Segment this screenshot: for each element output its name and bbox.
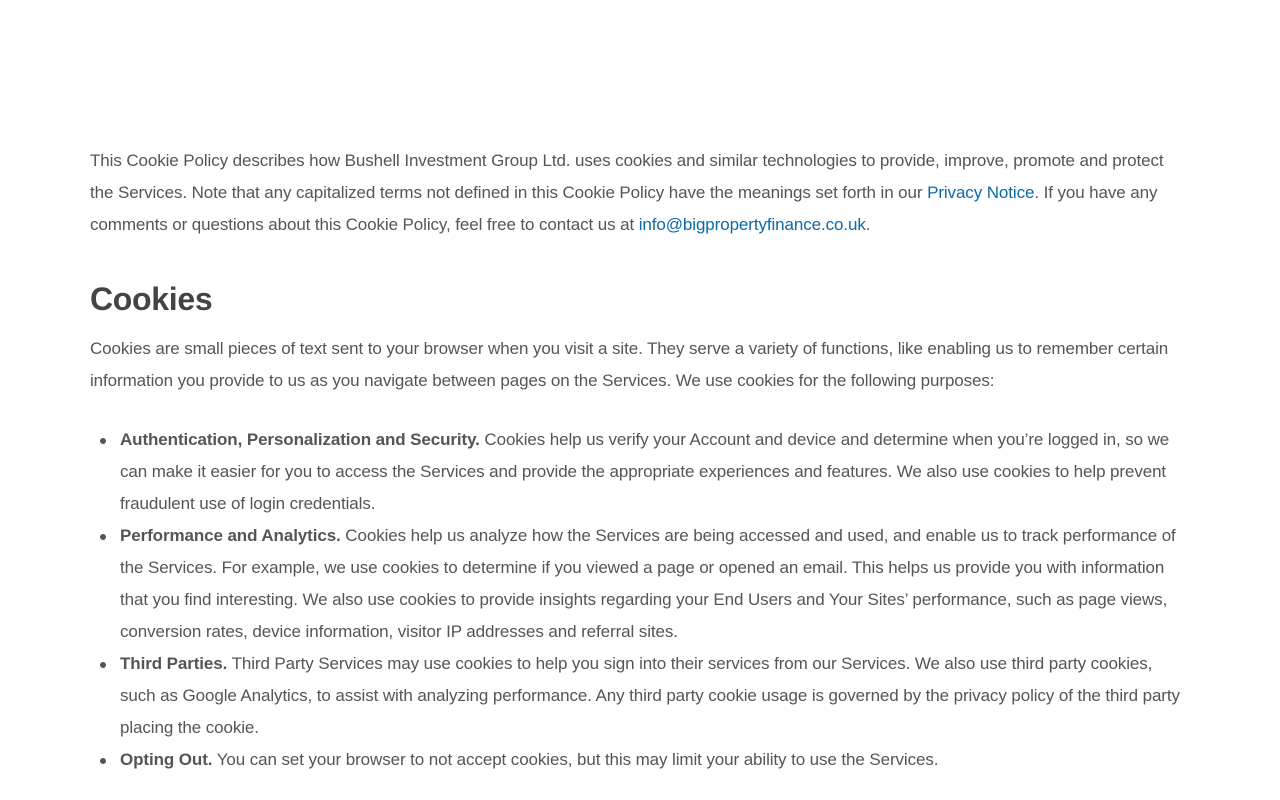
list-item: [120, 744, 1190, 776]
bullet-icon: [100, 662, 106, 668]
cookie-purposes-list: [90, 424, 1190, 776]
purpose-title: Performance and Analytics.: [120, 526, 341, 545]
contact-email-link[interactable]: info@bigpropertyfinance.co.uk: [638, 215, 866, 234]
list-item: [120, 648, 1190, 744]
intro-text-1: This Cookie Policy describes how Bushell Investment Group Ltd. uses cookies and similar technologies to provide, improve, promote and protect the Services. Note that any capitalized terms not defined in this Cookie Policy have the meanings set forth in our: [90, 151, 1164, 202]
intro-text-2: . If you have any comments or questions about this Cookie Policy, feel free to contact us at: [90, 183, 1158, 234]
purpose-title: Opting Out.: [120, 750, 213, 769]
intro-paragraph: [90, 145, 1190, 241]
purpose-title: Authentication, Personalization and Security.: [120, 430, 480, 449]
list-item: [120, 520, 1190, 648]
list-item: [120, 424, 1190, 520]
purpose-text: Cookies help us analyze how the Services are being accessed and used, and enable us to track performance of the Services. For example, we use cookies to determine if you viewed a page or opened an email. This helps us provide you with information that you find interesting. We also use cookies to provide insights regarding your End Users and Your Sites’ performance, such as page views, conversion rates, device information, visitor IP addresses and referral sites.: [120, 526, 1176, 641]
privacy-notice-link[interactable]: Privacy Notice: [927, 183, 1035, 202]
bullet-icon: [100, 534, 106, 540]
cookies-heading: Cookies: [90, 281, 213, 317]
bullet-icon: [100, 438, 106, 444]
purpose-text: Cookies help us verify your Account and device and determine when you’re logged in, so we can make it easier for you to access the Services and provide the appropriate experiences and features. We also use cookies to help prevent fraudulent use of login credentials.: [120, 430, 1170, 513]
cookies-description: Cookies are small pieces of text sent to your browser when you visit a site. They serve a variety of functions, like enabling us to remember certain information you provide to us as you navigate between pages on the Services. We use cookies for the following purposes:: [90, 339, 1169, 390]
intro-text-3: .: [865, 215, 871, 234]
purpose-title: Third Parties.: [120, 654, 228, 673]
bullet-icon: [100, 758, 106, 764]
purpose-text: You can set your browser to not accept cookies, but this may limit your ability to use the Services.: [212, 750, 939, 769]
policy-content: [90, 145, 1190, 776]
purpose-text: Third Party Services may use cookies to help you sign into their services from our Services. We also use third party cookies, such as Google Analytics, to assist with analyzing performance. Any third party cookie usage is governed by the privacy policy of the third party placing the cookie.: [120, 654, 1180, 737]
